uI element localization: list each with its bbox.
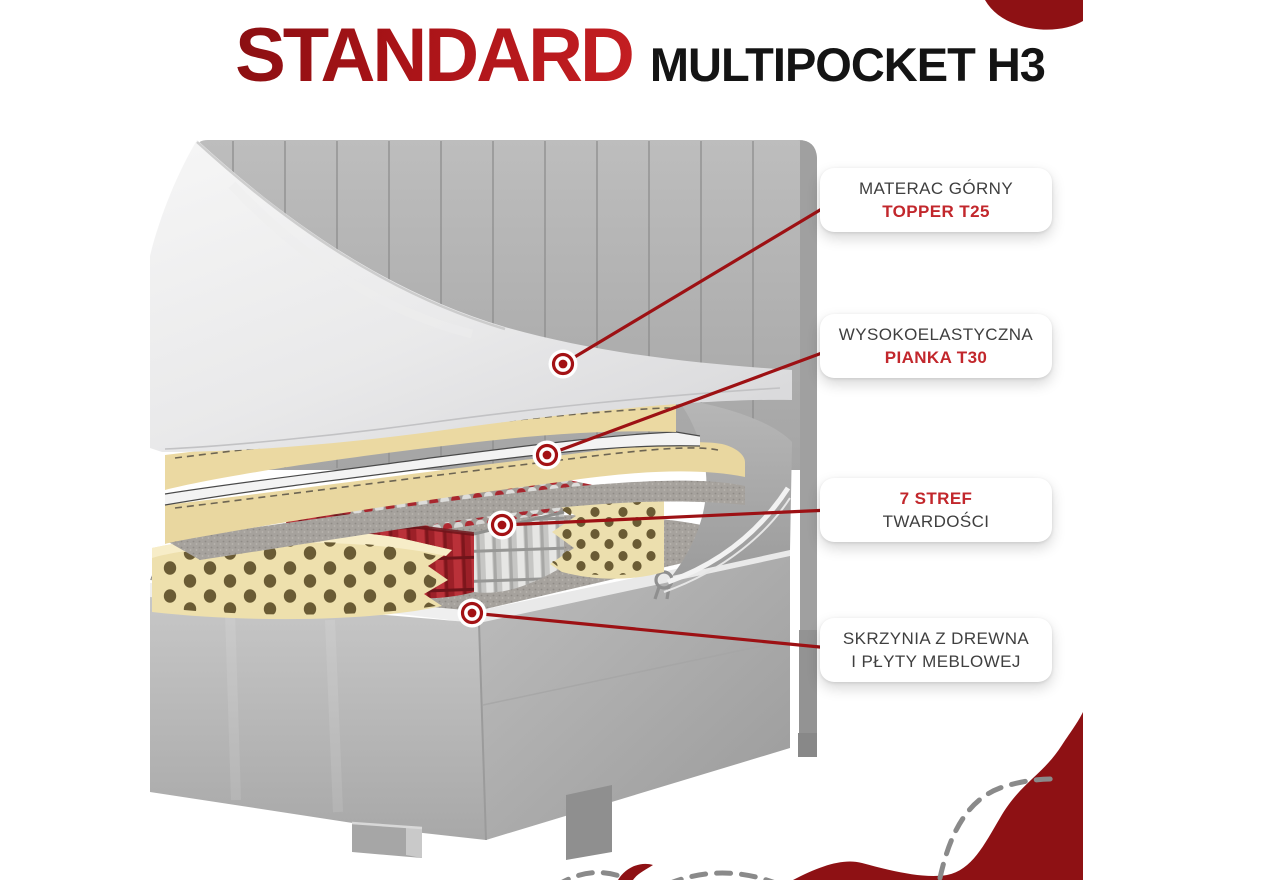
marker-dot-icon — [549, 350, 578, 379]
marker-dot-icon — [488, 511, 517, 540]
callout-7-stref — [820, 478, 1052, 542]
red-blob-bottom-right — [793, 712, 1083, 880]
callout-line: TWARDOŚCI — [882, 512, 990, 531]
box-front-face — [150, 597, 486, 840]
callout-materac-gorny — [820, 168, 1052, 232]
brand-title: STANDARD — [235, 13, 632, 98]
model-subtitle: MULTIPOCKET H3 — [649, 38, 1045, 91]
callout-line: SKRZYNIA Z DREWNA — [842, 629, 1030, 648]
marker-dot-icon — [458, 599, 487, 628]
callout-line: WYSOKOELASTYCZNA — [838, 325, 1034, 344]
bed-foot-rear — [566, 785, 612, 860]
red-swirl-tip — [618, 864, 653, 880]
callout-line-accent: 7 STREF — [899, 489, 973, 508]
callout-line: I PŁYTY MEBLOWEJ — [851, 652, 1021, 671]
callout-skrzynia — [820, 618, 1052, 682]
callout-line-accent: TOPPER T25 — [882, 202, 990, 221]
callout-line: MATERAC GÓRNY — [858, 179, 1014, 198]
marker-dot-icon — [533, 441, 562, 470]
callout-line-accent: PIANKA T30 — [884, 348, 988, 367]
red-blob-top-right — [985, 0, 1083, 30]
headboard-foot — [798, 733, 817, 757]
callout-pianka-t30 — [820, 314, 1052, 378]
